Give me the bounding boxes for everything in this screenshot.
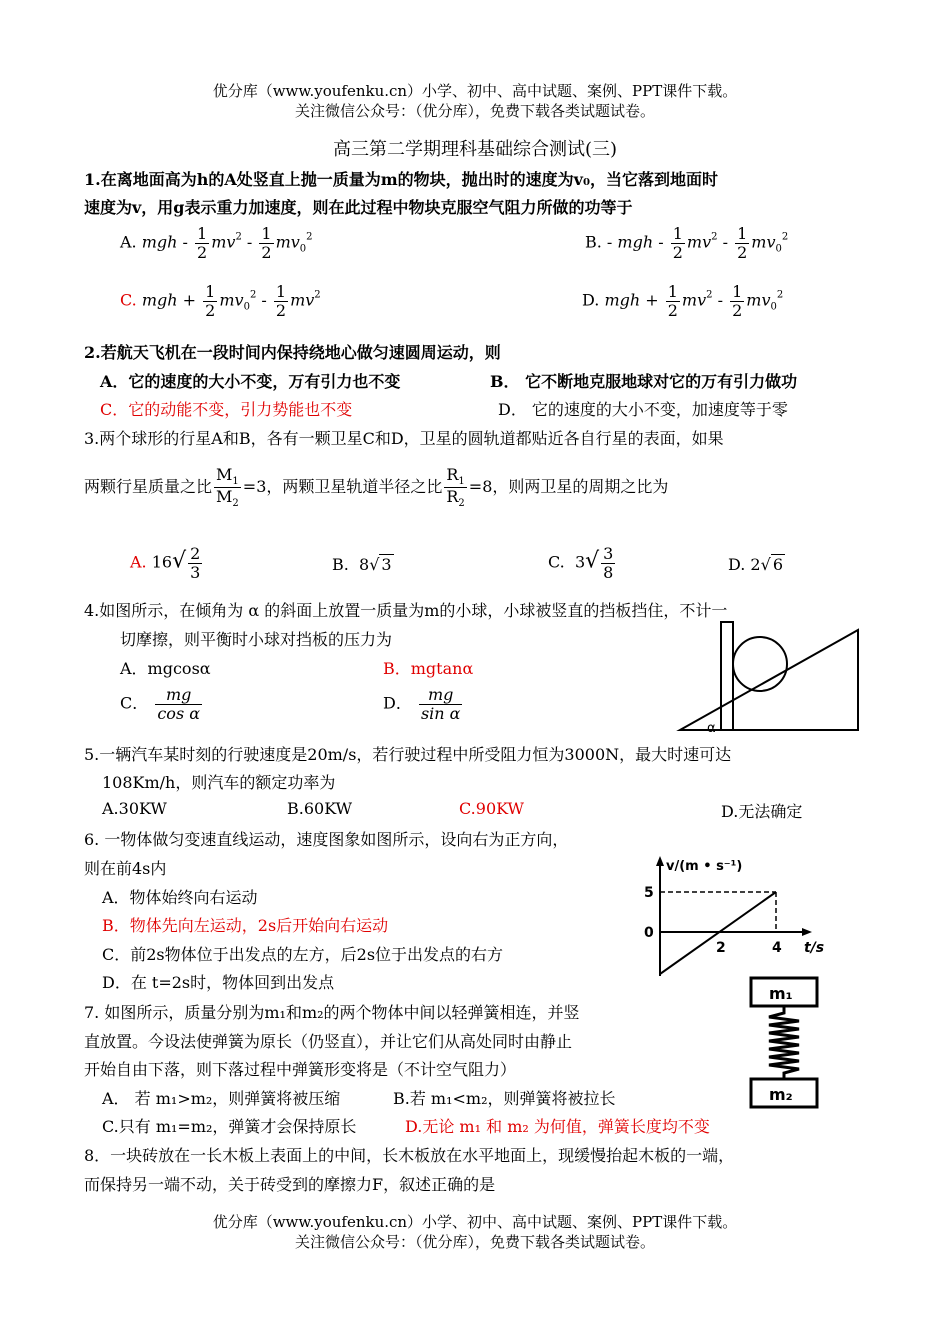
- q5-option-b: B.60KW: [287, 799, 353, 818]
- q2-option-b: B． 它不断地克服地球对它的万有引力做功: [490, 372, 798, 391]
- q2-stem: 2.若航天飞机在一段时间内保持绕地心做匀速圆周运动，则: [84, 343, 501, 362]
- x-axis-label: t/s: [804, 940, 825, 956]
- q4-stem-2: 切摩擦，则平衡时小球对挡板的压力为: [120, 630, 393, 649]
- q4-option-b: B．mgtanα: [383, 659, 474, 678]
- q5-stem-1: 5.一辆汽车某时刻的行驶速度是20m/s，若行驶过程中所受阻力恒为3000N，最大时速可达: [84, 745, 732, 764]
- q3-option-d: D. 2√ 6: [728, 555, 783, 574]
- y-axis-label: v/(m • s⁻¹): [666, 859, 743, 874]
- q1-option-c: C. mgh + $\frac{1}{2}$ $mv_0^2$ - $\frac{1}{2}$ $mv^2$: [120, 282, 321, 320]
- header-line-2: 关注微信公众号：（优分库），免费下载各类试题试卷。: [294, 102, 655, 120]
- q5-stem-2: 108Km/h，则汽车的额定功率为: [102, 773, 336, 792]
- tick-x-2: 2: [716, 940, 726, 956]
- velocity-graph: [630, 852, 830, 980]
- q7-stem-3: 开始自由下落，则下落过程中弹簧形变将是（不计空气阻力）: [84, 1060, 517, 1079]
- q4-stem-1: 4.如图所示，在倾角为 α 的斜面上放置一质量为m的小球，小球被竖直的挡板挡住，不计一: [84, 601, 728, 620]
- q6-option-d: D．在 t=2s时，物体回到出发点: [102, 973, 335, 992]
- mass-ratio: $\frac{M_1}{M_2}$: [216, 465, 239, 509]
- tick-x-4: 4: [772, 940, 782, 956]
- spring-figure: [745, 975, 825, 1110]
- q6-option-b: B．物体先向左运动，2s后开始向右运动: [102, 916, 389, 935]
- q5-option-c: C.90KW: [459, 799, 524, 818]
- q3-option-a: A. 16√ $\frac{2}{3}$: [130, 544, 201, 582]
- option-label: D.: [582, 290, 600, 310]
- q3-option-b: B. 8√ 3: [332, 555, 392, 574]
- q5-option-d: D.无法确定: [721, 802, 803, 821]
- mass-m2-label: m₂: [769, 1085, 793, 1104]
- tick-origin: 0: [644, 925, 654, 941]
- q4-option-c: C． $\frac{mg}{\text{cos α}}$: [120, 685, 201, 723]
- q6-option-a: A．物体始终向右运动: [102, 888, 258, 907]
- q8-stem-1: 8．一块砖放在一长木板上表面上的中间，长木板放在水平地面上，现缓慢抬起木板的一端，: [84, 1146, 735, 1165]
- q1-stem-1: 1.在离地面高为h的A处竖直上抛一质量为m的物块，抛出时的速度为v₀，当它落到地面时: [84, 170, 718, 189]
- option-label: A.: [120, 232, 137, 252]
- q7-option-a: A． 若 m₁>m₂，则弹簧将被压缩: [102, 1089, 341, 1108]
- q6-stem-2: 则在前4s内: [84, 859, 167, 878]
- q7-option-d: D.无论 m₁ 和 m₂ 为何值，弹簧长度均不变: [405, 1117, 710, 1136]
- q5-option-a: A.30KW: [102, 799, 167, 818]
- mass-m1-label: m₁: [769, 984, 793, 1003]
- q1-option-d: D. mgh + $\frac{1}{2}$ $mv^2$ - $\frac{1}{2}$ $mv_0^2$: [582, 282, 784, 320]
- q2-option-a: A．它的速度的大小不变，万有引力也不变: [100, 372, 401, 391]
- footer-line-2: 关注微信公众号：（优分库），免费下载各类试题试卷。: [294, 1233, 655, 1251]
- q1-option-a: A. mgh - $\frac{1}{2}$ $mv^2$ - $\frac{1}{2}$ $mv_0^2$: [120, 224, 313, 262]
- option-label: B.: [585, 232, 602, 252]
- q7-stem-1: 7. 如图所示，质量分别为m₁和m₂的两个物体中间以轻弹簧相连，并竖: [84, 1003, 580, 1022]
- q4-option-a: A．mgcosα: [120, 659, 211, 678]
- page-title: 高三第二学期理科基础综合测试(三): [332, 139, 618, 160]
- q7-option-c: C.只有 m₁=m₂，弹簧才会保持原长: [102, 1117, 357, 1136]
- q4-option-d: D． $\frac{mg}{\text{sin α}}$: [383, 685, 461, 723]
- q3-stem-2: 两颗行星质量之比 $\frac{M_1}{M_2}$ =3，两颗卫星轨道半径之比 $\frac{R_1}{R_2}$ =8，则两卫星的周期之比为: [84, 465, 669, 509]
- option-label: C.: [120, 290, 137, 310]
- tick-y-5: 5: [644, 885, 654, 901]
- q7-option-b: B.若 m₁<m₂，则弹簧将被拉长: [393, 1089, 616, 1108]
- footer-line-1: 优分库（www.youfenku.cn）小学、初中、高中试题、案例、PPT课件下载。: [212, 1213, 738, 1231]
- q8-stem-2: 而保持另一端不动，关于砖受到的摩擦力F，叙述正确的是: [84, 1175, 496, 1194]
- angle-label: α: [707, 721, 716, 736]
- incline-figure: [675, 618, 865, 736]
- q6-option-c: C．前2s物体位于出发点的左方，后2s位于出发点的右方: [102, 945, 504, 964]
- q2-option-d: D． 它的速度的大小不变，加速度等于零: [498, 400, 788, 419]
- radius-ratio: $\frac{R_1}{R_2}$: [446, 465, 465, 509]
- header-line-1: 优分库（www.youfenku.cn）小学、初中、高中试题、案例、PPT课件下载。: [212, 82, 738, 100]
- q1-stem-2: 速度为v，用g表示重力加速度，则在此过程中物块克服空气阻力所做的功等于: [84, 198, 633, 217]
- q2-option-c: C．它的动能不变，引力势能也不变: [100, 400, 353, 419]
- spring: [769, 1006, 799, 1079]
- q6-stem-1: 6. 一物体做匀变速直线运动，速度图象如图所示，设向右为正方向，: [84, 830, 569, 849]
- q1-option-b: B. - mgh - $\frac{1}{2}$ $mv^2$ - $\frac{1}{2}$ $mv_0^2$: [585, 224, 789, 262]
- q3-stem-1: 3.两个球形的行星A和B，各有一颗卫星C和D，卫星的圆轨道都贴近各自行星的表面，如果: [84, 429, 724, 448]
- q7-stem-2: 直放置。今设法使弹簧为原长（仍竖直），并让它们从高处同时由静止: [84, 1032, 573, 1051]
- q3-option-c: C. 3√ $\frac{3}{8}$: [548, 544, 614, 582]
